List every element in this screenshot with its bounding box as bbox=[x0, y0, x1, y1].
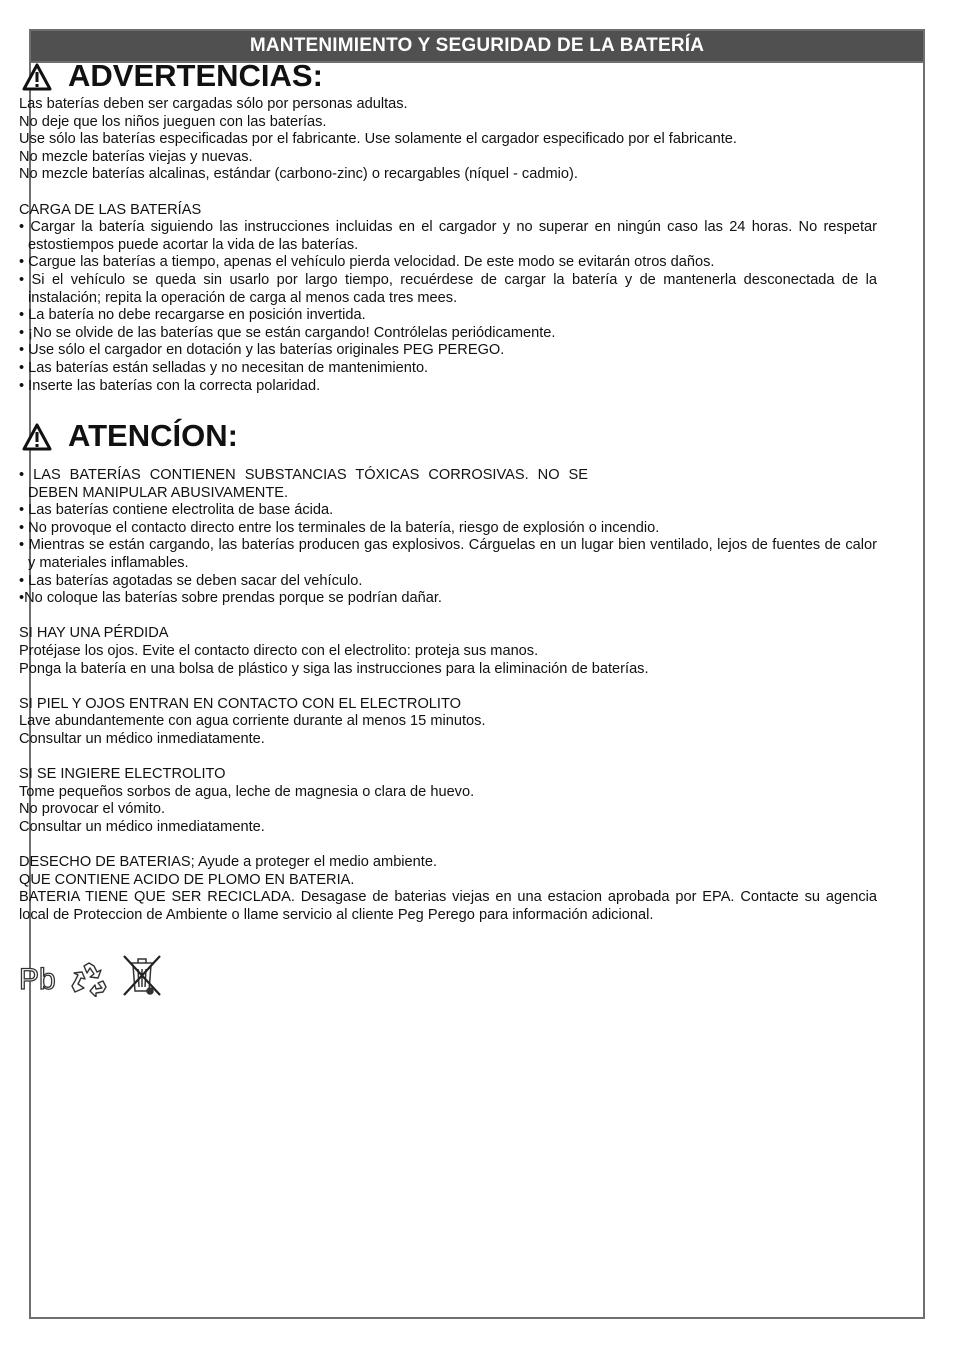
carga-heading: CARGA DE LAS BATERÍAS bbox=[19, 201, 202, 218]
atencion-heading bbox=[22, 416, 877, 456]
atencion-bullet: •No coloque las baterías sobre prendas porque se podrían dañar. bbox=[19, 590, 442, 607]
atencion-bullet: • LAS BATERÍAS CONTIENEN SUBSTANCIAS TÓXICAS CORROSIVAS. NO SE DEBEN MANIPULAR ABUSIVAMENTE. bbox=[19, 467, 588, 501]
carga-bullet: • Inserte las baterías con la correcta polaridad. bbox=[19, 377, 321, 394]
carga-bullet: • ¡No se olvide de las baterías que se están cargando! Contrólelas periódicamente. bbox=[19, 324, 556, 341]
recycle-icon bbox=[70, 961, 108, 997]
content-area bbox=[19, 56, 877, 997]
disposal-symbols bbox=[19, 953, 877, 997]
ingiere-line: No provocar el vómito. bbox=[19, 801, 165, 818]
advertencias-heading bbox=[22, 56, 877, 96]
advertencia-line: No mezcle baterías alcalinas, estándar (carbono-zinc) o recargables (níquel - cadmio). bbox=[19, 166, 578, 183]
desecho-line: QUE CONTIENE ACIDO DE PLOMO EN BATERIA. bbox=[19, 871, 355, 888]
desecho-line: DESECHO DE BATERIAS; Ayude a proteger el medio ambiente. bbox=[19, 854, 438, 871]
atencion-title: ATENCÍON: bbox=[68, 418, 238, 454]
ingiere-heading: SI SE INGIERE ELECTROLITO bbox=[19, 766, 226, 783]
piel-line: Lave abundantemente con agua corriente durante al menos 15 minutos. bbox=[19, 713, 486, 730]
advertencia-line: No mezcle baterías viejas y nuevas. bbox=[19, 148, 253, 165]
atencion-bullet: • Mientras se están cargando, las baterías producen gas explosivos. Cárguelas en un lugar bien ventilado, lejos de fuentes de calor y materiales inflamables. bbox=[19, 537, 877, 572]
carga-bullet: • Si el vehículo se queda sin usarlo por largo tiempo, recuérdese de cargar la batería y de mantenerla desconectada de la instalación; repita la operación de carga al menos cada tres mees. bbox=[19, 271, 877, 306]
carga-bullet: • Las baterías están selladas y no necesitan de mantenimiento. bbox=[19, 359, 429, 376]
advertencia-line: Use sólo las baterías especificadas por el fabricante. Use solamente el cargador especificado por el fabricante. bbox=[19, 131, 737, 148]
carga-bullet: • Cargar la batería siguiendo las instrucciones incluidas en el cargador y no superar en ningún caso las 24 horas. No respetar estostiempos puede acortar la vida de las baterías. bbox=[19, 219, 877, 253]
perdida-line: Ponga la batería en una bolsa de plástico y siga las instrucciones para la eliminación de baterías. bbox=[19, 660, 649, 677]
advertencias-title: ADVERTENCIAS: bbox=[68, 58, 323, 93]
atencion-bullet: • No provoque el contacto directo entre los terminales de la batería, riesgo de explosión o incendio. bbox=[19, 519, 660, 536]
perdida-line: Protéjase los ojos. Evite el contacto directo con el electrolito: proteja sus manos. bbox=[19, 643, 539, 660]
pb-symbol: Pb bbox=[19, 962, 56, 996]
carga-bullet: • Use sólo el cargador en dotación y las baterías originales PEG PEREGO. bbox=[19, 342, 505, 359]
ingiere-line: Tome pequeños sorbos de agua, leche de magnesia o clara de huevo. bbox=[19, 783, 475, 800]
section-header: MANTENIMIENTO Y SEGURIDAD DE LA BATERÍA bbox=[31, 31, 923, 63]
perdida-heading: SI HAY UNA PÉRDIDA bbox=[19, 625, 169, 642]
ingiere-line: Consultar un médico inmediatamente. bbox=[19, 818, 265, 835]
warning-triangle-icon bbox=[22, 63, 52, 91]
advertencia-line: Las baterías deben ser cargadas sólo por personas adultas. bbox=[19, 96, 408, 112]
warning-triangle-icon bbox=[22, 423, 52, 451]
atencion-bullet: • Las baterías agotadas se deben sacar del vehículo. bbox=[19, 572, 363, 589]
advertencia-line: No deje que los niños jueguen con las baterías. bbox=[19, 113, 327, 130]
desecho-line: BATERIA TIENE QUE SER RECICLADA. Desagase de baterias viejas en una estacion aprobada por EPA. Contacte su agencia local de Proteccion de Ambiente o llame servicio al cliente Peg Perego para información adicional. bbox=[19, 889, 877, 923]
crossed-out-bin-icon bbox=[120, 953, 164, 997]
carga-bullet: • La batería no debe recargarse en posición invertida. bbox=[19, 307, 366, 324]
carga-bullet: • Cargue las baterías a tiempo, apenas el vehículo pierda velocidad. De este modo se evitarán otros daños. bbox=[19, 254, 715, 271]
atencion-bullet: • Las baterías contiene electrolita de base ácida. bbox=[19, 502, 334, 519]
piel-heading: SI PIEL Y OJOS ENTRAN EN CONTACTO CON EL ELECTROLITO bbox=[19, 695, 461, 712]
piel-line: Consultar un médico inmediatamente. bbox=[19, 731, 265, 747]
